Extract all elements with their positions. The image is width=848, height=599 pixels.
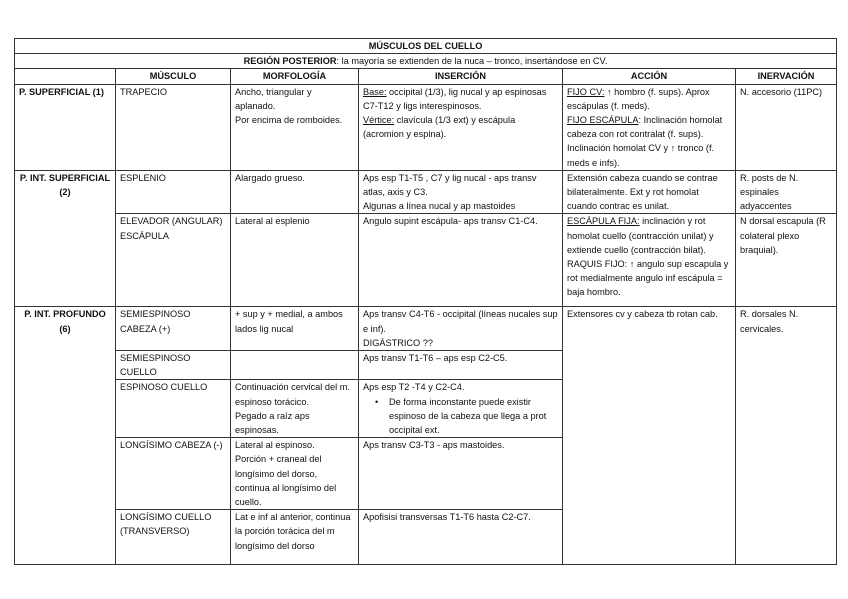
- group-label: P. SUPERFICIAL (1): [15, 84, 116, 170]
- header-morphology: MORFOLOGÍA: [231, 69, 359, 84]
- insertion-cell: Angulo supint escápula- aps transv C1-C4.: [359, 214, 563, 307]
- innervation-cell: N. accesorio (11PC): [736, 84, 837, 170]
- morphology-cell: Lateral al espinoso. Porción + craneal del longísimo del dorso, continua al longísimo del cuello.: [231, 438, 359, 510]
- header-row: [15, 69, 837, 84]
- action-cell: Extensores cv y cabeza tb rotan cab.: [563, 307, 736, 565]
- insertion-cell: Aps transv T1-T6 – aps esp C2-C5.: [359, 351, 563, 380]
- region-text: : la mayoría se extienden de la nuca – tronco, insertándose en CV.: [336, 56, 608, 67]
- morphology-cell: [231, 351, 359, 380]
- region-label: REGIÓN POSTERIOR: [243, 56, 337, 67]
- region-row: [15, 54, 837, 69]
- morphology-cell: Continuación cervical del m. espinoso torácico. Pegado a raíz aps espinosas.: [231, 380, 359, 438]
- morphology-cell: Lat e inf al anterior, continua la porción torácica del m longísimo del dorso: [231, 510, 359, 565]
- morphology-cell: Lateral al esplenio: [231, 214, 359, 307]
- action-cell: Extensión cabeza cuando se contrae bilateralmente. Ext y rot homolat cuando contrac es unilat.: [563, 170, 736, 214]
- header-innervation: INERVACIÓN: [736, 69, 837, 84]
- table-row: [15, 84, 837, 170]
- table-row: [15, 307, 837, 351]
- innervation-cell: N dorsal escapula (R colateral plexo braquial).: [736, 214, 837, 307]
- morphology-cell: + sup y + medial, a ambos lados lig nucal: [231, 307, 359, 351]
- muscle-cell: ESPINOSO CUELLO: [116, 380, 231, 438]
- table-row: [15, 214, 837, 307]
- muscle-cell: ESPLENIO: [116, 170, 231, 214]
- header-muscle: MÚSCULO: [116, 69, 231, 84]
- muscle-cell: ELEVADOR (ANGULAR) ESCÁPULA: [116, 214, 231, 307]
- header-group: [15, 69, 116, 84]
- morphology-cell: Ancho, triangular y aplanado. Por encima de romboides.: [231, 84, 359, 170]
- table-row: [15, 170, 837, 214]
- group-label: P. INT. SUPERFICIAL (2): [15, 170, 116, 307]
- group-label: P. INT. PROFUNDO (6): [15, 307, 116, 565]
- bullet-item: • De forma inconstante puede existir espinoso de la cabeza que llega a prot occipital ext.: [363, 395, 558, 438]
- innervation-cell: R. posts de N. espinales adyaccentes: [736, 170, 837, 214]
- action-cell: FIJO CV: ↑ hombro (f. sups). Aprox escápulas (f. meds). FIJO ESCÁPULA: Inclinación homolat cabeza con rot contralat (f. sups). Inclinación homolat CV y ↑ tronco (f. meds e infs).: [563, 84, 736, 170]
- header-action: ACCIÓN: [563, 69, 736, 84]
- insertion-cell: Aps esp T1-T5 , C7 y lig nucal - aps transv atlas, axis y C3. Algunas a línea nucal y ap mastoides: [359, 170, 563, 214]
- morphology-cell: Alargado grueso.: [231, 170, 359, 214]
- insertion-cell: Aps esp T2 -T4 y C2-C4. • De forma inconstante puede existir espinoso de la cabeza que llega a prot occipital ext.: [359, 380, 563, 438]
- action-cell: ESCÁPULA FIJA: inclinación y rot homolat cuello (contracción unilat) y extiende cuello (contracción bilat). RAQUIS FIJO: ↑ angulo sup escapula y rot medialmente angulo inf escápula = baja hombro.: [563, 214, 736, 307]
- table-title: MÚSCULOS DEL CUELLO: [15, 39, 837, 54]
- muscle-cell: TRAPECIO: [116, 84, 231, 170]
- muscle-cell: SEMIESPINOSO CABEZA (+): [116, 307, 231, 351]
- muscle-cell: LONGÍSIMO CABEZA (-): [116, 438, 231, 510]
- insertion-cell: Base: occipital (1/3), lig nucal y ap espinosas C7-T12 y ligs interespinosos. Vértice: clavícula (1/3 ext) y escápula (acromion y espina).: [359, 84, 563, 170]
- muscle-cell: LONGÍSIMO CUELLO (TRANSVERSO): [116, 510, 231, 565]
- innervation-cell: R. dorsales N. cervicales.: [736, 307, 837, 565]
- insertion-cell: Apofisisi transversas T1-T6 hasta C2-C7.: [359, 510, 563, 565]
- insertion-cell: Aps transv C4-T6 - occipital (líneas nucales sup e inf). DIGÁSTRICO ??: [359, 307, 563, 351]
- muscles-table: [14, 38, 837, 565]
- muscle-cell: SEMIESPINOSO CUELLO: [116, 351, 231, 380]
- header-insertion: INSERCIÓN: [359, 69, 563, 84]
- insertion-cell: Aps transv C3-T3 - aps mastoides.: [359, 438, 563, 510]
